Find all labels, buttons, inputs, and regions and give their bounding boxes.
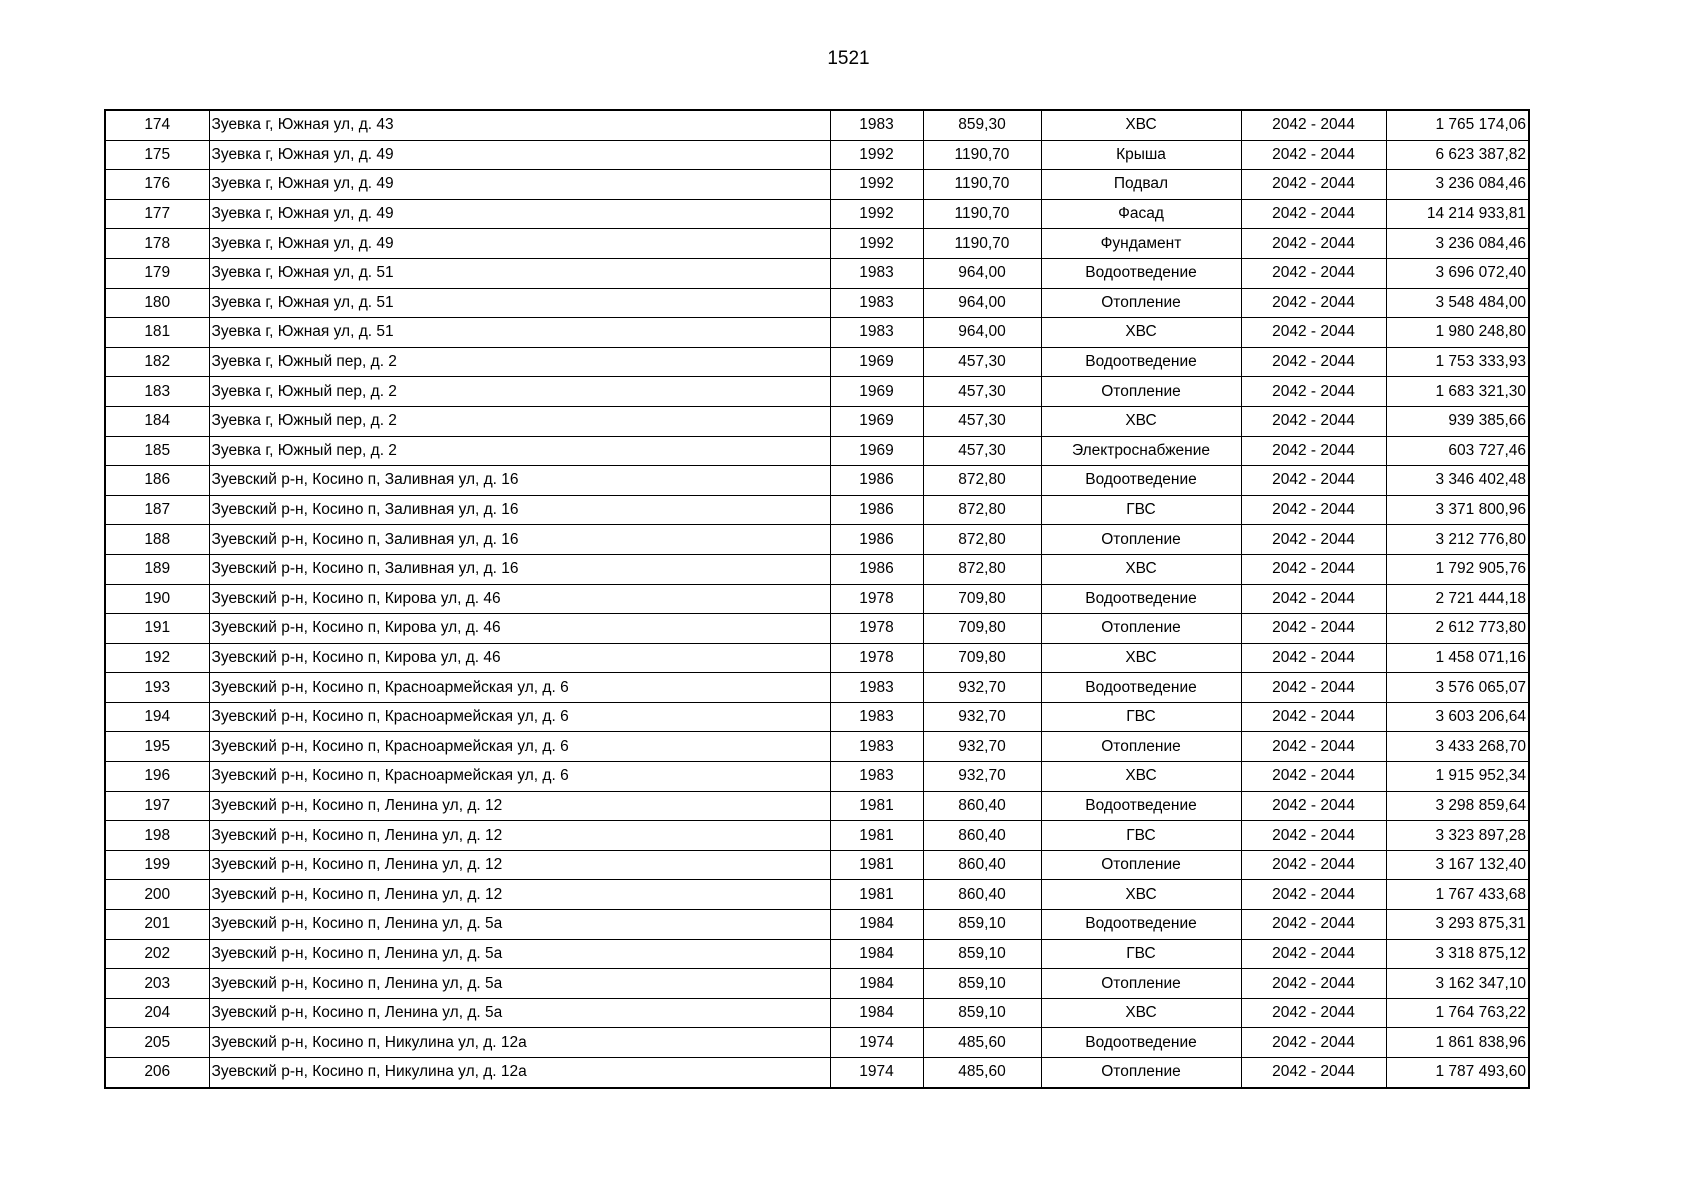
row-number-cell: 185 (105, 436, 209, 466)
area-cell: 964,00 (923, 318, 1041, 348)
page-number: 1521 (827, 48, 870, 69)
address-cell: Зуевка г, Южная ул, д. 49 (209, 140, 830, 170)
cost-cell: 1 764 763,22 (1386, 998, 1529, 1028)
area-cell: 457,30 (923, 436, 1041, 466)
table-row (105, 673, 1529, 703)
row-number-cell: 194 (105, 702, 209, 732)
year-built-cell: 1984 (830, 969, 923, 999)
period-cell: 2042 - 2044 (1241, 791, 1386, 821)
row-number-cell: 181 (105, 318, 209, 348)
work-type-cell: Водоотведение (1041, 466, 1241, 496)
address-cell: Зуевский р-н, Косино п, Ленина ул, д. 12 (209, 880, 830, 910)
cost-cell: 1 767 433,68 (1386, 880, 1529, 910)
row-number-cell: 188 (105, 525, 209, 555)
year-built-cell: 1992 (830, 140, 923, 170)
row-number-cell: 195 (105, 732, 209, 762)
table-row (105, 643, 1529, 673)
row-number-cell: 189 (105, 554, 209, 584)
period-cell: 2042 - 2044 (1241, 643, 1386, 673)
work-type-cell: Водоотведение (1041, 258, 1241, 288)
table-row (105, 880, 1529, 910)
row-number-cell: 180 (105, 288, 209, 318)
work-type-cell: Отопление (1041, 377, 1241, 407)
table-row (105, 110, 1529, 140)
table-row (105, 732, 1529, 762)
address-cell: Зуевка г, Южная ул, д. 51 (209, 318, 830, 348)
work-type-cell: ГВС (1041, 702, 1241, 732)
work-type-cell: ХВС (1041, 643, 1241, 673)
area-cell: 860,40 (923, 821, 1041, 851)
address-cell: Зуевка г, Южная ул, д. 43 (209, 110, 830, 140)
table-row (105, 554, 1529, 584)
year-built-cell: 1978 (830, 643, 923, 673)
address-cell: Зуевка г, Южная ул, д. 51 (209, 288, 830, 318)
area-cell: 964,00 (923, 288, 1041, 318)
table-row (105, 614, 1529, 644)
cost-cell: 3 318 875,12 (1386, 939, 1529, 969)
area-cell: 859,10 (923, 969, 1041, 999)
address-cell: Зуевский р-н, Косино п, Ленина ул, д. 12 (209, 821, 830, 851)
year-built-cell: 1986 (830, 466, 923, 496)
address-cell: Зуевский р-н, Косино п, Кирова ул, д. 46 (209, 614, 830, 644)
work-type-cell: Отопление (1041, 969, 1241, 999)
area-cell: 860,40 (923, 880, 1041, 910)
table-row (105, 850, 1529, 880)
row-number-cell: 176 (105, 170, 209, 200)
address-cell: Зуевка г, Южная ул, д. 51 (209, 258, 830, 288)
year-built-cell: 1978 (830, 614, 923, 644)
address-cell: Зуевка г, Южный пер, д. 2 (209, 406, 830, 436)
cost-cell: 3 548 484,00 (1386, 288, 1529, 318)
area-cell: 709,80 (923, 614, 1041, 644)
period-cell: 2042 - 2044 (1241, 347, 1386, 377)
row-number-cell: 183 (105, 377, 209, 407)
year-built-cell: 1969 (830, 377, 923, 407)
table-row (105, 436, 1529, 466)
cost-cell: 603 727,46 (1386, 436, 1529, 466)
area-cell: 859,10 (923, 939, 1041, 969)
cost-cell: 1 753 333,93 (1386, 347, 1529, 377)
row-number-cell: 187 (105, 495, 209, 525)
cost-cell: 1 980 248,80 (1386, 318, 1529, 348)
period-cell: 2042 - 2044 (1241, 732, 1386, 762)
table-row (105, 347, 1529, 377)
cost-cell: 3 236 084,46 (1386, 229, 1529, 259)
table-row (105, 229, 1529, 259)
year-built-cell: 1981 (830, 850, 923, 880)
year-built-cell: 1992 (830, 170, 923, 200)
row-number-cell: 199 (105, 850, 209, 880)
work-type-cell: ХВС (1041, 110, 1241, 140)
address-cell: Зуевка г, Южная ул, д. 49 (209, 229, 830, 259)
row-number-cell: 206 (105, 1058, 209, 1088)
area-cell: 859,10 (923, 998, 1041, 1028)
period-cell: 2042 - 2044 (1241, 436, 1386, 466)
row-number-cell: 204 (105, 998, 209, 1028)
area-cell: 1190,70 (923, 140, 1041, 170)
work-type-cell: Крыша (1041, 140, 1241, 170)
table-row (105, 170, 1529, 200)
year-built-cell: 1986 (830, 554, 923, 584)
address-cell: Зуевский р-н, Косино п, Ленина ул, д. 12 (209, 850, 830, 880)
address-cell: Зуевка г, Южный пер, д. 2 (209, 377, 830, 407)
area-cell: 485,60 (923, 1028, 1041, 1058)
period-cell: 2042 - 2044 (1241, 584, 1386, 614)
work-type-cell: Водоотведение (1041, 673, 1241, 703)
year-built-cell: 1986 (830, 525, 923, 555)
period-cell: 2042 - 2044 (1241, 140, 1386, 170)
table-row (105, 466, 1529, 496)
year-built-cell: 1984 (830, 910, 923, 940)
work-type-cell: Отопление (1041, 732, 1241, 762)
period-cell: 2042 - 2044 (1241, 258, 1386, 288)
address-cell: Зуевский р-н, Косино п, Кирова ул, д. 46 (209, 584, 830, 614)
period-cell: 2042 - 2044 (1241, 880, 1386, 910)
cost-cell: 2 612 773,80 (1386, 614, 1529, 644)
area-cell: 872,80 (923, 525, 1041, 555)
period-cell: 2042 - 2044 (1241, 702, 1386, 732)
cost-cell: 3 696 072,40 (1386, 258, 1529, 288)
area-cell: 709,80 (923, 584, 1041, 614)
work-type-cell: ХВС (1041, 762, 1241, 792)
area-cell: 932,70 (923, 762, 1041, 792)
area-cell: 1190,70 (923, 229, 1041, 259)
address-cell: Зуевский р-н, Косино п, Заливная ул, д. 16 (209, 554, 830, 584)
year-built-cell: 1983 (830, 288, 923, 318)
address-cell: Зуевский р-н, Косино п, Никулина ул, д. 12а (209, 1058, 830, 1088)
year-built-cell: 1978 (830, 584, 923, 614)
address-cell: Зуевка г, Южный пер, д. 2 (209, 436, 830, 466)
cost-cell: 3 433 268,70 (1386, 732, 1529, 762)
repair-schedule-table (104, 109, 1530, 1089)
period-cell: 2042 - 2044 (1241, 910, 1386, 940)
table-row (105, 377, 1529, 407)
work-type-cell: Электроснабжение (1041, 436, 1241, 466)
year-built-cell: 1983 (830, 258, 923, 288)
row-number-cell: 202 (105, 939, 209, 969)
address-cell: Зуевский р-н, Косино п, Красноармейская ул, д. 6 (209, 702, 830, 732)
area-cell: 872,80 (923, 466, 1041, 496)
period-cell: 2042 - 2044 (1241, 998, 1386, 1028)
address-cell: Зуевский р-н, Косино п, Кирова ул, д. 46 (209, 643, 830, 673)
period-cell: 2042 - 2044 (1241, 229, 1386, 259)
period-cell: 2042 - 2044 (1241, 762, 1386, 792)
cost-cell: 3 371 800,96 (1386, 495, 1529, 525)
address-cell: Зуевский р-н, Косино п, Ленина ул, д. 5а (209, 910, 830, 940)
cost-cell: 1 765 174,06 (1386, 110, 1529, 140)
row-number-cell: 196 (105, 762, 209, 792)
work-type-cell: ХВС (1041, 406, 1241, 436)
work-type-cell: Фасад (1041, 199, 1241, 229)
cost-cell: 1 861 838,96 (1386, 1028, 1529, 1058)
row-number-cell: 179 (105, 258, 209, 288)
year-built-cell: 1983 (830, 732, 923, 762)
address-cell: Зуевский р-н, Косино п, Красноармейская ул, д. 6 (209, 732, 830, 762)
address-cell: Зуевский р-н, Косино п, Ленина ул, д. 5а (209, 998, 830, 1028)
period-cell: 2042 - 2044 (1241, 495, 1386, 525)
work-type-cell: Отопление (1041, 1058, 1241, 1088)
period-cell: 2042 - 2044 (1241, 939, 1386, 969)
address-cell: Зуевский р-н, Косино п, Заливная ул, д. 16 (209, 495, 830, 525)
year-built-cell: 1986 (830, 495, 923, 525)
row-number-cell: 190 (105, 584, 209, 614)
cost-cell: 3 603 206,64 (1386, 702, 1529, 732)
table-row (105, 702, 1529, 732)
period-cell: 2042 - 2044 (1241, 850, 1386, 880)
work-type-cell: Отопление (1041, 614, 1241, 644)
row-number-cell: 186 (105, 466, 209, 496)
row-number-cell: 203 (105, 969, 209, 999)
work-type-cell: Фундамент (1041, 229, 1241, 259)
row-number-cell: 192 (105, 643, 209, 673)
area-cell: 932,70 (923, 673, 1041, 703)
cost-cell: 3 162 347,10 (1386, 969, 1529, 999)
period-cell: 2042 - 2044 (1241, 1058, 1386, 1088)
cost-cell: 6 623 387,82 (1386, 140, 1529, 170)
table-row (105, 318, 1529, 348)
area-cell: 872,80 (923, 495, 1041, 525)
cost-cell: 3 346 402,48 (1386, 466, 1529, 496)
address-cell: Зуевка г, Южный пер, д. 2 (209, 347, 830, 377)
row-number-cell: 175 (105, 140, 209, 170)
table-row (105, 406, 1529, 436)
period-cell: 2042 - 2044 (1241, 554, 1386, 584)
cost-cell: 14 214 933,81 (1386, 199, 1529, 229)
work-type-cell: Водоотведение (1041, 584, 1241, 614)
table-row (105, 1028, 1529, 1058)
work-type-cell: ГВС (1041, 821, 1241, 851)
table-row (105, 910, 1529, 940)
work-type-cell: ГВС (1041, 495, 1241, 525)
cost-cell: 3 293 875,31 (1386, 910, 1529, 940)
row-number-cell: 191 (105, 614, 209, 644)
year-built-cell: 1981 (830, 880, 923, 910)
year-built-cell: 1981 (830, 821, 923, 851)
row-number-cell: 182 (105, 347, 209, 377)
year-built-cell: 1983 (830, 673, 923, 703)
work-type-cell: Отопление (1041, 850, 1241, 880)
cost-cell: 1 915 952,34 (1386, 762, 1529, 792)
year-built-cell: 1992 (830, 229, 923, 259)
cost-cell: 1 683 321,30 (1386, 377, 1529, 407)
table-row (105, 791, 1529, 821)
area-cell: 860,40 (923, 791, 1041, 821)
table-row (105, 969, 1529, 999)
cost-cell: 3 236 084,46 (1386, 170, 1529, 200)
cost-cell: 3 323 897,28 (1386, 821, 1529, 851)
period-cell: 2042 - 2044 (1241, 377, 1386, 407)
table-row (105, 495, 1529, 525)
area-cell: 860,40 (923, 850, 1041, 880)
year-built-cell: 1974 (830, 1058, 923, 1088)
area-cell: 964,00 (923, 258, 1041, 288)
area-cell: 457,30 (923, 377, 1041, 407)
area-cell: 485,60 (923, 1058, 1041, 1088)
address-cell: Зуевский р-н, Косино п, Ленина ул, д. 5а (209, 969, 830, 999)
cost-cell: 3 298 859,64 (1386, 791, 1529, 821)
cost-cell: 1 458 071,16 (1386, 643, 1529, 673)
cost-cell: 3 212 776,80 (1386, 525, 1529, 555)
area-cell: 457,30 (923, 347, 1041, 377)
area-cell: 859,10 (923, 910, 1041, 940)
address-cell: Зуевка г, Южная ул, д. 49 (209, 170, 830, 200)
area-cell: 932,70 (923, 702, 1041, 732)
period-cell: 2042 - 2044 (1241, 969, 1386, 999)
area-cell: 872,80 (923, 554, 1041, 584)
table-row (105, 762, 1529, 792)
work-type-cell: ХВС (1041, 998, 1241, 1028)
period-cell: 2042 - 2044 (1241, 673, 1386, 703)
year-built-cell: 1992 (830, 199, 923, 229)
work-type-cell: ХВС (1041, 554, 1241, 584)
work-type-cell: Отопление (1041, 288, 1241, 318)
row-number-cell: 174 (105, 110, 209, 140)
year-built-cell: 1984 (830, 998, 923, 1028)
address-cell: Зуевский р-н, Косино п, Красноармейская ул, д. 6 (209, 673, 830, 703)
cost-cell: 1 787 493,60 (1386, 1058, 1529, 1088)
work-type-cell: Водоотведение (1041, 347, 1241, 377)
work-type-cell: Водоотведение (1041, 791, 1241, 821)
address-cell: Зуевский р-н, Косино п, Ленина ул, д. 12 (209, 791, 830, 821)
address-cell: Зуевский р-н, Косино п, Заливная ул, д. 16 (209, 525, 830, 555)
work-type-cell: ХВС (1041, 318, 1241, 348)
work-type-cell: Водоотведение (1041, 910, 1241, 940)
table-row (105, 288, 1529, 318)
row-number-cell: 205 (105, 1028, 209, 1058)
cost-cell: 3 167 132,40 (1386, 850, 1529, 880)
year-built-cell: 1969 (830, 406, 923, 436)
cost-cell: 1 792 905,76 (1386, 554, 1529, 584)
address-cell: Зуевский р-н, Косино п, Заливная ул, д. 16 (209, 466, 830, 496)
year-built-cell: 1984 (830, 939, 923, 969)
year-built-cell: 1981 (830, 791, 923, 821)
table-row (105, 525, 1529, 555)
period-cell: 2042 - 2044 (1241, 614, 1386, 644)
table-row (105, 1058, 1529, 1088)
row-number-cell: 198 (105, 821, 209, 851)
row-number-cell: 177 (105, 199, 209, 229)
period-cell: 2042 - 2044 (1241, 525, 1386, 555)
area-cell: 932,70 (923, 732, 1041, 762)
row-number-cell: 184 (105, 406, 209, 436)
period-cell: 2042 - 2044 (1241, 466, 1386, 496)
table-row (105, 584, 1529, 614)
row-number-cell: 193 (105, 673, 209, 703)
row-number-cell: 197 (105, 791, 209, 821)
work-type-cell: Водоотведение (1041, 1028, 1241, 1058)
work-type-cell: ГВС (1041, 939, 1241, 969)
row-number-cell: 200 (105, 880, 209, 910)
area-cell: 859,30 (923, 110, 1041, 140)
table-body (105, 110, 1529, 1088)
table-row (105, 998, 1529, 1028)
address-cell: Зуевский р-н, Косино п, Никулина ул, д. 12а (209, 1028, 830, 1058)
year-built-cell: 1983 (830, 702, 923, 732)
address-cell: Зуевский р-н, Косино п, Красноармейская ул, д. 6 (209, 762, 830, 792)
work-type-cell: ХВС (1041, 880, 1241, 910)
area-cell: 1190,70 (923, 199, 1041, 229)
table-row (105, 199, 1529, 229)
period-cell: 2042 - 2044 (1241, 318, 1386, 348)
period-cell: 2042 - 2044 (1241, 288, 1386, 318)
address-cell: Зуевка г, Южная ул, д. 49 (209, 199, 830, 229)
table-row (105, 939, 1529, 969)
work-type-cell: Подвал (1041, 170, 1241, 200)
cost-cell: 939 385,66 (1386, 406, 1529, 436)
year-built-cell: 1974 (830, 1028, 923, 1058)
cost-cell: 2 721 444,18 (1386, 584, 1529, 614)
table-row (105, 821, 1529, 851)
year-built-cell: 1969 (830, 436, 923, 466)
period-cell: 2042 - 2044 (1241, 110, 1386, 140)
period-cell: 2042 - 2044 (1241, 1028, 1386, 1058)
area-cell: 1190,70 (923, 170, 1041, 200)
row-number-cell: 178 (105, 229, 209, 259)
period-cell: 2042 - 2044 (1241, 406, 1386, 436)
area-cell: 709,80 (923, 643, 1041, 673)
year-built-cell: 1983 (830, 318, 923, 348)
table-row (105, 258, 1529, 288)
address-cell: Зуевский р-н, Косино п, Ленина ул, д. 5а (209, 939, 830, 969)
table-row (105, 140, 1529, 170)
period-cell: 2042 - 2044 (1241, 170, 1386, 200)
period-cell: 2042 - 2044 (1241, 199, 1386, 229)
period-cell: 2042 - 2044 (1241, 821, 1386, 851)
row-number-cell: 201 (105, 910, 209, 940)
year-built-cell: 1969 (830, 347, 923, 377)
cost-cell: 3 576 065,07 (1386, 673, 1529, 703)
work-type-cell: Отопление (1041, 525, 1241, 555)
year-built-cell: 1983 (830, 110, 923, 140)
area-cell: 457,30 (923, 406, 1041, 436)
year-built-cell: 1983 (830, 762, 923, 792)
